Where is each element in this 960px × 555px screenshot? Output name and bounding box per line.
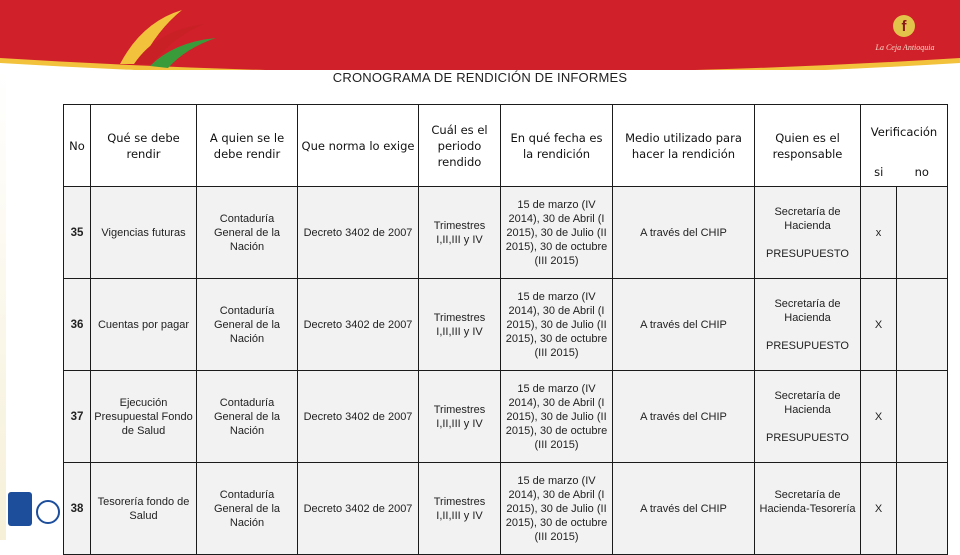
row-si: X	[861, 371, 897, 463]
row-no-val	[897, 371, 948, 463]
left-strip	[0, 70, 6, 540]
row-no-val	[897, 463, 948, 555]
cronograma-table	[63, 104, 948, 555]
row-norma: Decreto 3402 de 2007	[298, 187, 419, 279]
header-quien: A quien se le debe rendir	[197, 105, 298, 187]
row-norma: Decreto 3402 de 2007	[298, 279, 419, 371]
row-que: Ejecución Presupuestal Fondo de Salud	[91, 371, 197, 463]
header-que: Qué se debe rendir	[91, 105, 197, 187]
row-periodo: Trimestres I,II,III y IV	[419, 463, 501, 555]
row-medio: A través del CHIP	[613, 463, 755, 555]
header-medio: Medio utilizado para hacer la rendición	[613, 105, 755, 187]
row-medio: A través del CHIP	[613, 279, 755, 371]
row-si: X	[861, 279, 897, 371]
responsable-secretaria: Secretaría de Hacienda	[774, 205, 841, 232]
row-periodo: Trimestres I,II,III y IV	[419, 371, 501, 463]
row-periodo: Trimestres I,II,III y IV	[419, 187, 501, 279]
table-row	[64, 371, 948, 463]
row-quien: Contaduría General de la Nación	[197, 463, 298, 555]
row-que: Cuentas por pagar	[91, 279, 197, 371]
facebook-icon[interactable]: f	[893, 15, 915, 37]
row-quien: Contaduría General de la Nación	[197, 279, 298, 371]
responsable-secretaria: Secretaría de Hacienda	[774, 297, 841, 324]
row-medio: A través del CHIP	[613, 187, 755, 279]
row-si: X	[861, 463, 897, 555]
row-fecha: 15 de marzo (IV 2014), 30 de Abril (I 2015), 30 de Julio (II 2015), 30 de octubre (III 2015)	[501, 371, 613, 463]
responsable-area: PRESUPUESTO	[766, 431, 849, 444]
row-norma: Decreto 3402 de 2007	[298, 463, 419, 555]
la-ceja-logo	[112, 2, 222, 72]
row-responsable	[755, 279, 861, 371]
header-norma: Que norma lo exige	[298, 105, 419, 187]
cronograma-table-wrap	[63, 104, 947, 543]
row-no: 37	[64, 371, 91, 463]
table-row	[64, 463, 948, 555]
row-quien: Contaduría General de la Nación	[197, 187, 298, 279]
header-no-col: no	[897, 159, 948, 187]
quality-seal-icon	[36, 500, 60, 524]
row-que: Vigencias futuras	[91, 187, 197, 279]
responsable-area: PRESUPUESTO	[766, 247, 849, 260]
row-no-val	[897, 187, 948, 279]
responsable-area: PRESUPUESTO	[766, 339, 849, 352]
row-si: x	[861, 187, 897, 279]
responsable-secretaria: Secretaría de Hacienda	[774, 389, 841, 416]
row-responsable	[755, 187, 861, 279]
row-responsable	[755, 463, 861, 555]
table-row	[64, 279, 948, 371]
header-row	[64, 105, 948, 159]
row-no: 36	[64, 279, 91, 371]
table-row	[64, 187, 948, 279]
row-norma: Decreto 3402 de 2007	[298, 371, 419, 463]
row-responsable	[755, 371, 861, 463]
certification-badge-icon	[8, 492, 32, 526]
row-fecha: 15 de marzo (IV 2014), 30 de Abril (I 2015), 30 de Julio (II 2015), 30 de octubre (III 2015)	[501, 279, 613, 371]
responsable-secretaria: Secretaría de Hacienda-Tesorería	[759, 488, 856, 515]
row-fecha: 15 de marzo (IV 2014), 30 de Abril (I 2015), 30 de Julio (II 2015), 30 de octubre (III 2015)	[501, 187, 613, 279]
row-medio: A través del CHIP	[613, 371, 755, 463]
row-que: Tesorería fondo de Salud	[91, 463, 197, 555]
row-no: 35	[64, 187, 91, 279]
header-si: si	[861, 159, 897, 187]
row-fecha: 15 de marzo (IV 2014), 30 de Abril (I 2015), 30 de Julio (II 2015), 30 de octubre (III 2015)	[501, 463, 613, 555]
header-verificacion: Verificación	[861, 105, 948, 159]
row-no: 38	[64, 463, 91, 555]
row-periodo: Trimestres I,II,III y IV	[419, 279, 501, 371]
header-no: No	[64, 105, 91, 187]
page-title: CRONOGRAMA DE RENDICIÓN DE INFORMES	[332, 70, 628, 85]
certification-badges	[4, 492, 64, 538]
row-quien: Contaduría General de la Nación	[197, 371, 298, 463]
brand-text: La Ceja Antioquia	[875, 43, 935, 52]
row-no-val	[897, 279, 948, 371]
header-periodo: Cuál es el periodo rendido	[419, 105, 501, 187]
header-responsable: Quien es el responsable	[755, 105, 861, 187]
header-fecha: En qué fecha es la rendición	[501, 105, 613, 187]
